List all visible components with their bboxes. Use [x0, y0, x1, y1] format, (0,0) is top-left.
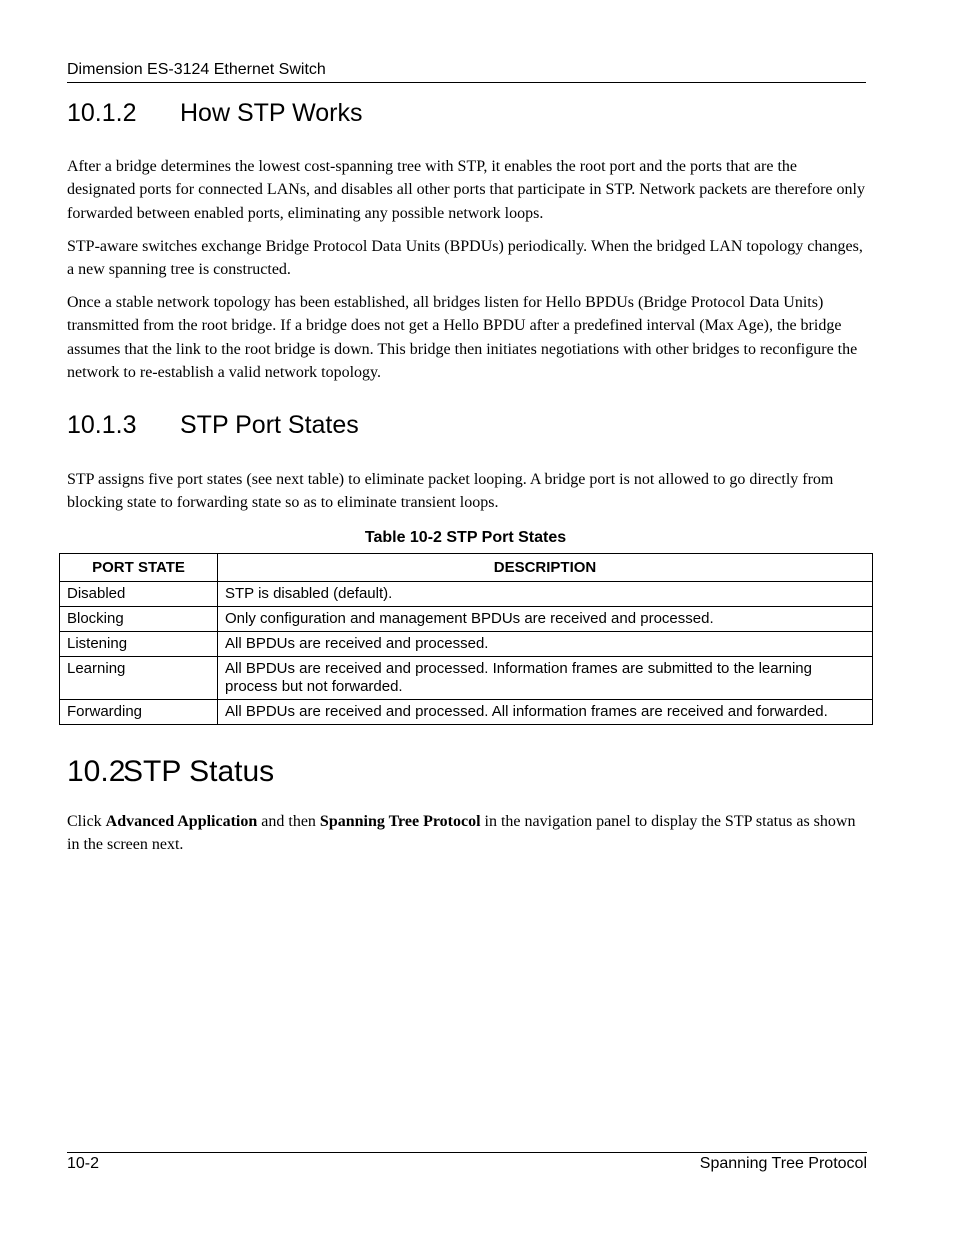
table-row — [60, 632, 873, 657]
page-number: 10-2 — [67, 1155, 100, 1172]
table-row — [60, 657, 873, 700]
page-footer — [67, 1152, 867, 1173]
port-states-table — [59, 553, 873, 725]
paragraph: After a bridge determines the lowest cost-spanning tree with STP, it enables the root port and the ports that are the designated ports for connected LANs, and disables all other ports that participate in STP. Network packets are therefore only forwarded between enabled ports, eliminating any possible network loops. — [67, 158, 865, 222]
text: in the navigation panel to display the STP status as shown in the screen next. — [67, 813, 856, 854]
section-title: STP Status — [123, 755, 275, 788]
section-number: 10.1.2 — [67, 99, 137, 127]
table-cell: Only configuration and management BPDUs are received and processed. — [218, 607, 873, 632]
paragraph-stp-status — [67, 810, 867, 857]
table-cell: Blocking — [60, 607, 218, 632]
table-cell: All BPDUs are received and processed. All information frames are received and forwarded. — [218, 700, 873, 725]
bold-term: Advanced Application — [105, 813, 258, 830]
paragraph: STP-aware switches exchange Bridge Protocol Data Units (BPDUs) periodically. When the bridged LAN topology changes, a new spanning tree is constructed. — [67, 238, 863, 279]
table-cell: Learning — [60, 657, 218, 700]
bold-term: Spanning Tree Protocol — [319, 813, 481, 830]
column-header: DESCRIPTION — [218, 554, 873, 582]
table-header-row — [60, 554, 873, 582]
section-title: How STP Works — [180, 99, 363, 127]
chapter-title: Spanning Tree Protocol — [699, 1155, 867, 1172]
table-cell: Forwarding — [60, 700, 218, 725]
section-number: 10.1.3 — [67, 411, 137, 439]
table-caption: Table 10-2 STP Port States — [364, 529, 567, 546]
paragraph: Once a stable network topology has been established, all bridges listen for Hello BPDUs (Bridge Protocol Data Units) transmitted from the root bridge. If a bridge does not get a Hello BPDU after a predefined interval (Max Age), the bridge assumes that the link to the root bridge is down. This bridge then initiates negotiations with other bridges to reconfigure the network to re-establish a valid network topology. — [67, 294, 858, 381]
section-title: STP Port States — [180, 411, 359, 439]
text: and then — [257, 813, 320, 830]
header-title: Dimension ES-3124 Ethernet Switch — [67, 61, 326, 78]
section-heading-stp-status — [67, 754, 274, 790]
table-cell: Disabled — [60, 582, 218, 607]
table-row — [60, 582, 873, 607]
section-heading-stp-port-states — [67, 410, 359, 440]
table-cell: STP is disabled (default). — [218, 582, 873, 607]
page-header — [67, 61, 866, 83]
table-cell: All BPDUs are received and processed. Information frames are submitted to the learning process but not forwarded. — [218, 657, 873, 700]
section-heading-how-stp-works — [67, 98, 362, 128]
table-cell: All BPDUs are received and processed. — [218, 632, 873, 657]
paragraph: STP assigns five port states (see next table) to eliminate packet looping. A bridge port is not allowed to go directly from blocking state to forwarding state so as to eliminate transient loops. — [67, 471, 834, 512]
section-number: 10.2 — [67, 755, 126, 788]
text: Click — [67, 813, 106, 830]
table-cell: Listening — [60, 632, 218, 657]
table-row — [60, 607, 873, 632]
table-row — [60, 700, 873, 725]
column-header: PORT STATE — [60, 554, 218, 582]
